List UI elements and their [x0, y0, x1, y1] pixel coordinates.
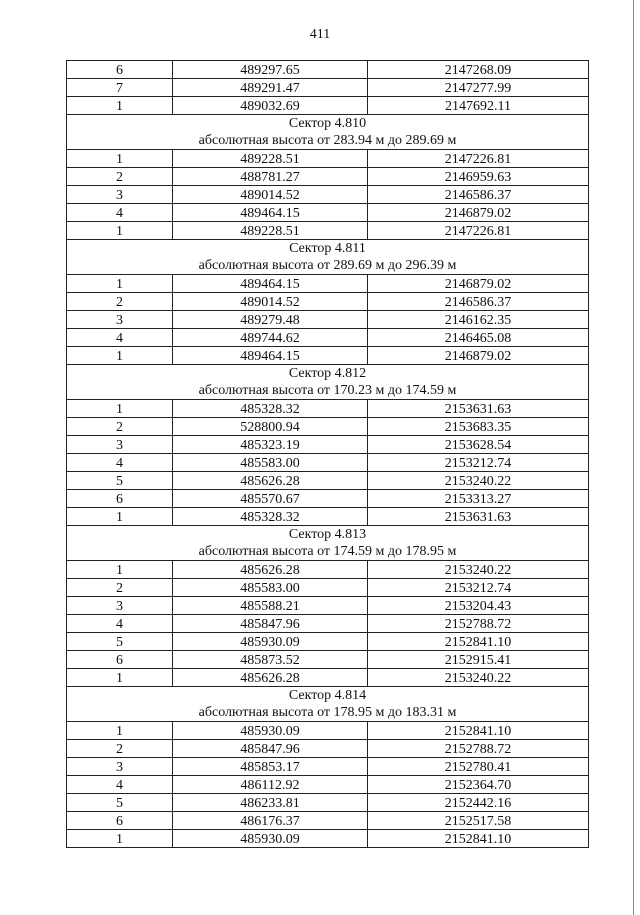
table-row — [67, 579, 589, 597]
x-coordinate: 485930.09 — [173, 830, 368, 848]
table-row — [67, 490, 589, 508]
table-row — [67, 275, 589, 293]
x-coordinate: 485847.96 — [173, 615, 368, 633]
point-number: 1 — [67, 400, 173, 418]
point-number: 2 — [67, 740, 173, 758]
table-row — [67, 454, 589, 472]
table-row — [67, 222, 589, 240]
x-coordinate: 489228.51 — [173, 222, 368, 240]
y-coordinate: 2153240.22 — [368, 561, 589, 579]
x-coordinate: 485328.32 — [173, 400, 368, 418]
y-coordinate: 2153631.63 — [368, 400, 589, 418]
point-number: 1 — [67, 222, 173, 240]
table-row — [67, 812, 589, 830]
table-row — [67, 400, 589, 418]
y-coordinate: 2152915.41 — [368, 651, 589, 669]
table-row — [67, 472, 589, 490]
y-coordinate: 2152788.72 — [368, 740, 589, 758]
point-number: 2 — [67, 168, 173, 186]
point-number: 2 — [67, 418, 173, 436]
table-row — [67, 329, 589, 347]
table-row — [67, 830, 589, 848]
point-number: 1 — [67, 508, 173, 526]
point-number: 1 — [67, 347, 173, 365]
sector-title: Сектор 4.814 — [288, 688, 367, 703]
point-number: 5 — [67, 472, 173, 490]
table-row — [67, 436, 589, 454]
y-coordinate: 2153683.35 — [368, 418, 589, 436]
point-number: 6 — [67, 490, 173, 508]
sector-altitude: абсолютная высота от 289.69 м до 296.39 м — [198, 258, 457, 273]
y-coordinate: 2146879.02 — [368, 347, 589, 365]
table-row — [67, 794, 589, 812]
table-row — [67, 597, 589, 615]
y-coordinate: 2146959.63 — [368, 168, 589, 186]
y-coordinate: 2153313.27 — [368, 490, 589, 508]
table-row — [67, 418, 589, 436]
x-coordinate: 489291.47 — [173, 79, 368, 97]
point-number: 1 — [67, 722, 173, 740]
point-number: 5 — [67, 633, 173, 651]
table-row — [67, 633, 589, 651]
point-number: 2 — [67, 293, 173, 311]
x-coordinate: 485853.17 — [173, 758, 368, 776]
x-coordinate: 489297.65 — [173, 61, 368, 79]
sector-header-row — [67, 365, 589, 400]
x-coordinate: 485323.19 — [173, 436, 368, 454]
x-coordinate: 489744.62 — [173, 329, 368, 347]
sector-header — [67, 240, 589, 275]
scan-edge-line — [633, 0, 634, 915]
table-row — [67, 347, 589, 365]
y-coordinate: 2152517.58 — [368, 812, 589, 830]
table-row — [67, 293, 589, 311]
sector-header-row — [67, 115, 589, 150]
point-number: 6 — [67, 651, 173, 669]
y-coordinate: 2153204.43 — [368, 597, 589, 615]
table-row — [67, 97, 589, 115]
table-row — [67, 669, 589, 687]
x-coordinate: 486112.92 — [173, 776, 368, 794]
sector-header — [67, 365, 589, 400]
sector-altitude: абсолютная высота от 178.95 м до 183.31 м — [198, 705, 457, 720]
x-coordinate: 485626.28 — [173, 561, 368, 579]
y-coordinate: 2153212.74 — [368, 454, 589, 472]
x-coordinate: 485583.00 — [173, 454, 368, 472]
table-row — [67, 79, 589, 97]
x-coordinate: 485570.67 — [173, 490, 368, 508]
y-coordinate: 2153631.63 — [368, 508, 589, 526]
x-coordinate: 489279.48 — [173, 311, 368, 329]
table-row — [67, 740, 589, 758]
sector-title: Сектор 4.810 — [288, 116, 367, 131]
point-number: 2 — [67, 579, 173, 597]
sector-header-row — [67, 240, 589, 275]
sector-altitude: абсолютная высота от 170.23 м до 174.59 м — [198, 383, 457, 398]
x-coordinate: 489228.51 — [173, 150, 368, 168]
table-row — [67, 651, 589, 669]
x-coordinate: 489032.69 — [173, 97, 368, 115]
y-coordinate: 2152841.10 — [368, 830, 589, 848]
point-number: 4 — [67, 615, 173, 633]
table-row — [67, 311, 589, 329]
x-coordinate: 528800.94 — [173, 418, 368, 436]
point-number: 3 — [67, 436, 173, 454]
x-coordinate: 488781.27 — [173, 168, 368, 186]
y-coordinate: 2146879.02 — [368, 275, 589, 293]
table-row — [67, 204, 589, 222]
y-coordinate: 2146586.37 — [368, 186, 589, 204]
x-coordinate: 485583.00 — [173, 579, 368, 597]
y-coordinate: 2146162.35 — [368, 311, 589, 329]
sector-altitude: абсолютная высота от 283.94 м до 289.69 м — [198, 133, 457, 148]
y-coordinate: 2152442.16 — [368, 794, 589, 812]
y-coordinate: 2153628.54 — [368, 436, 589, 454]
point-number: 7 — [67, 79, 173, 97]
point-number: 6 — [67, 812, 173, 830]
y-coordinate: 2146879.02 — [368, 204, 589, 222]
table-row — [67, 722, 589, 740]
point-number: 1 — [67, 150, 173, 168]
y-coordinate: 2147277.99 — [368, 79, 589, 97]
y-coordinate: 2147692.11 — [368, 97, 589, 115]
x-coordinate: 485588.21 — [173, 597, 368, 615]
point-number: 4 — [67, 454, 173, 472]
sector-header — [67, 526, 589, 561]
point-number: 6 — [67, 61, 173, 79]
point-number: 4 — [67, 204, 173, 222]
point-number: 3 — [67, 758, 173, 776]
table-row — [67, 61, 589, 79]
y-coordinate: 2147226.81 — [368, 150, 589, 168]
y-coordinate: 2146465.08 — [368, 329, 589, 347]
point-number: 4 — [67, 776, 173, 794]
y-coordinate: 2152841.10 — [368, 633, 589, 651]
point-number: 3 — [67, 186, 173, 204]
x-coordinate: 485930.09 — [173, 722, 368, 740]
y-coordinate: 2147226.81 — [368, 222, 589, 240]
x-coordinate: 485930.09 — [173, 633, 368, 651]
table-row — [67, 776, 589, 794]
point-number: 3 — [67, 597, 173, 615]
y-coordinate: 2152841.10 — [368, 722, 589, 740]
sector-title: Сектор 4.811 — [289, 241, 366, 256]
y-coordinate: 2152780.41 — [368, 758, 589, 776]
sector-altitude: абсолютная высота от 174.59 м до 178.95 м — [198, 544, 457, 559]
table-row — [67, 758, 589, 776]
x-coordinate: 486233.81 — [173, 794, 368, 812]
coordinates-table-body — [67, 61, 589, 848]
sector-title: Сектор 4.812 — [288, 366, 367, 381]
table-row — [67, 168, 589, 186]
y-coordinate: 2146586.37 — [368, 293, 589, 311]
table-row — [67, 615, 589, 633]
coordinates-table — [66, 60, 589, 848]
y-coordinate: 2153240.22 — [368, 669, 589, 687]
sector-header — [67, 115, 589, 150]
y-coordinate: 2152364.70 — [368, 776, 589, 794]
sector-header-row — [67, 687, 589, 722]
x-coordinate: 489464.15 — [173, 347, 368, 365]
sector-title: Сектор 4.813 — [288, 527, 367, 542]
y-coordinate: 2153240.22 — [368, 472, 589, 490]
table-row — [67, 508, 589, 526]
x-coordinate: 485873.52 — [173, 651, 368, 669]
point-number: 1 — [67, 97, 173, 115]
sector-header — [67, 687, 589, 722]
y-coordinate: 2153212.74 — [368, 579, 589, 597]
page-number: 411 — [309, 27, 331, 42]
point-number: 1 — [67, 275, 173, 293]
table-row — [67, 561, 589, 579]
point-number: 5 — [67, 794, 173, 812]
x-coordinate: 489464.15 — [173, 275, 368, 293]
x-coordinate: 485847.96 — [173, 740, 368, 758]
point-number: 4 — [67, 329, 173, 347]
point-number: 1 — [67, 830, 173, 848]
table-row — [67, 150, 589, 168]
table-row — [67, 186, 589, 204]
sector-header-row — [67, 526, 589, 561]
x-coordinate: 489014.52 — [173, 293, 368, 311]
x-coordinate: 485626.28 — [173, 669, 368, 687]
y-coordinate: 2147268.09 — [368, 61, 589, 79]
point-number: 3 — [67, 311, 173, 329]
x-coordinate: 486176.37 — [173, 812, 368, 830]
x-coordinate: 485328.32 — [173, 508, 368, 526]
point-number: 1 — [67, 669, 173, 687]
y-coordinate: 2152788.72 — [368, 615, 589, 633]
point-number: 1 — [67, 561, 173, 579]
x-coordinate: 485626.28 — [173, 472, 368, 490]
x-coordinate: 489464.15 — [173, 204, 368, 222]
x-coordinate: 489014.52 — [173, 186, 368, 204]
